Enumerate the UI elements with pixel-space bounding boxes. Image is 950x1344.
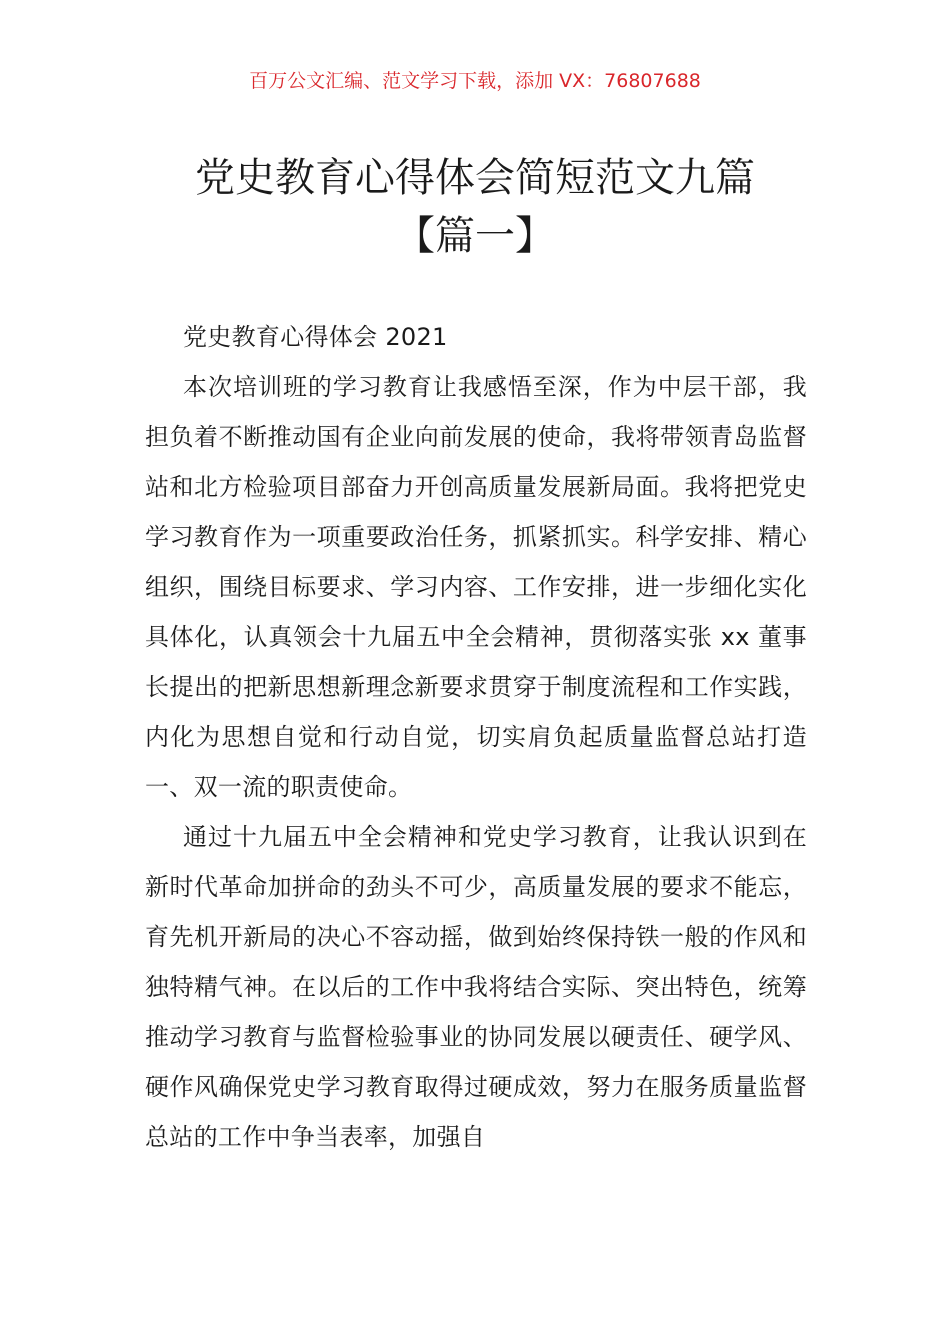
paragraph-1: 本次培训班的学习教育让我感悟至深，作为中层干部，我担负着不断推动国有企业向前发展的使命，我将带领青岛监督站和北方检验项目部奋力开创高质量发展新局面。我将把党史学习教育作为一项重要政治任务，抓紧抓实。科学安排、精心组织，围绕目标要求、学习内容、工作安排，进一步细化实化具体化，认真领会十九届五中全会精神，贯彻落实张 xx 董事长提出的把新思想新理念新要求贯穿于制度流程和工作实践，内化为思想自觉和行动自觉，切实肩负起质量监督总站打造一、双一流的职责使命。 (145, 373, 807, 801)
article-subtitle: 党史教育心得体会 2021 (183, 323, 448, 351)
document-body (145, 312, 807, 1162)
paragraph-2: 通过十九届五中全会精神和党史学习教育，让我认识到在新时代革命加拼命的劲头不可少，高质量发展的要求不能忘，育先机开新局的决心不容动摇，做到始终保持铁一般的作风和独特精气神。在以后的工作中我将结合实际、突出特色，统筹推动学习教育与监督检验事业的协同发展以硬责任、硬学风、硬作风确保党史学习教育取得过硬成效，努力在服务质量监督总站的工作中争当表率，加强自 (145, 823, 807, 1151)
section-heading: 【篇一】 (395, 213, 555, 259)
header-contact-note: 百万公文汇编、范文学习下载，添加 VX：76807688 (249, 70, 701, 92)
document-title: 党史教育心得体会简短范文九篇 (195, 155, 755, 201)
